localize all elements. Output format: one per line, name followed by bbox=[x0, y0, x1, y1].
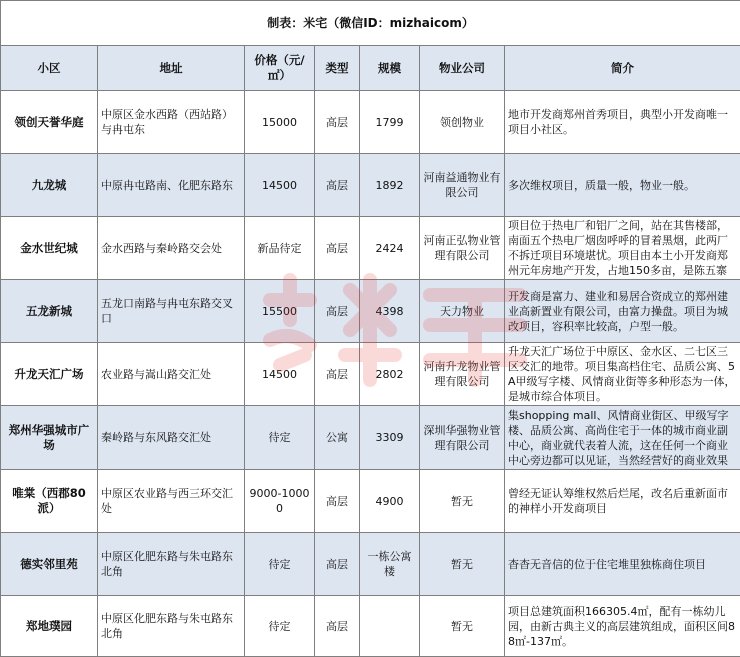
cell-price: 新品待定 bbox=[245, 217, 315, 280]
cell-name: 金水世纪城 bbox=[1, 217, 98, 280]
table-title: 制表：米宅（微信ID：mizhaicom） bbox=[1, 1, 740, 46]
cell-scale: 1892 bbox=[360, 154, 420, 217]
header-property: 物业公司 bbox=[420, 46, 505, 91]
cell-scale: 一栋公寓楼 bbox=[360, 533, 420, 596]
header-scale: 规模 bbox=[360, 46, 420, 91]
header-price: 价格（元/㎡） bbox=[245, 46, 315, 91]
table-row bbox=[1, 533, 740, 596]
cell-name: 德实邻里苑 bbox=[1, 533, 98, 596]
cell-intro: 项目位于热电厂和铝厂之间，站在其售楼部，南面五个热电厂烟囱呼呼的冒着黑烟，此两厂不拆迁项目环境堪忧。项目由本土小开发商郑州元年房地产开发，占地150多亩，是陈五寨 bbox=[505, 217, 740, 280]
cell-name: 九龙城 bbox=[1, 154, 98, 217]
table-row bbox=[1, 406, 740, 470]
cell-property: 河南升龙物业管理有限公司 bbox=[420, 343, 505, 406]
cell-type: 高层 bbox=[315, 470, 360, 533]
cell-price: 待定 bbox=[245, 533, 315, 596]
cell-property: 河南益通物业有限公司 bbox=[420, 154, 505, 217]
cell-intro: 地市开发商郑州首秀项目，典型小开发商唯一项目小社区。 bbox=[505, 91, 740, 154]
cell-price: 15500 bbox=[245, 280, 315, 343]
cell-address: 五龙口南路与冉屯东路交叉口 bbox=[98, 280, 245, 343]
cell-intro: 杳杳无音信的位于住宅堆里独栋商住项目 bbox=[505, 533, 740, 596]
cell-type: 高层 bbox=[315, 91, 360, 154]
cell-property: 暂无 bbox=[420, 596, 505, 657]
cell-price: 9000-10000 bbox=[245, 470, 315, 533]
cell-price: 14500 bbox=[245, 154, 315, 217]
table-row bbox=[1, 596, 740, 657]
cell-property: 暂无 bbox=[420, 533, 505, 596]
cell-intro: 集shopping mall、风情商业街区、甲级写字楼、品质公寓、高尚住宅于一体的城市商业副中心，商业就代表着人流，这在任何一个商业中心旁边都可以见证，当然经营好的商业效果 bbox=[505, 406, 740, 470]
cell-price: 待定 bbox=[245, 596, 315, 657]
cell-scale bbox=[360, 596, 420, 657]
cell-scale: 2802 bbox=[360, 343, 420, 406]
cell-address: 金水西路与秦岭路交会处 bbox=[98, 217, 245, 280]
cell-price: 待定 bbox=[245, 406, 315, 470]
table-row bbox=[1, 343, 740, 406]
cell-intro: 开发商是富力、建业和易居合资成立的郑州建业高新置业有限公司，由富力操盘。项目为城改项目，容积率比较高，户型一般。 bbox=[505, 280, 740, 343]
header-name: 小区 bbox=[1, 46, 98, 91]
cell-scale: 3309 bbox=[360, 406, 420, 470]
cell-type: 高层 bbox=[315, 596, 360, 657]
cell-name: 升龙天汇广场 bbox=[1, 343, 98, 406]
table-row bbox=[1, 217, 740, 280]
cell-price: 14500 bbox=[245, 343, 315, 406]
cell-intro: 曾经无证认筹维权然后烂尾，改名后重新面市的神样小开发商项目 bbox=[505, 470, 740, 533]
cell-type: 高层 bbox=[315, 533, 360, 596]
header-type: 类型 bbox=[315, 46, 360, 91]
cell-address: 中原区化肥东路与朱屯路东北角 bbox=[98, 596, 245, 657]
cell-scale: 4900 bbox=[360, 470, 420, 533]
table-row bbox=[1, 154, 740, 217]
cell-type: 高层 bbox=[315, 343, 360, 406]
cell-intro: 升龙天汇广场位于中原区、金水区、二七区三区交汇的地带。项目集高档住宅、品质公寓、5A甲级写字楼、风情商业街等多种形态为一体，是城市综合体项目。 bbox=[505, 343, 740, 406]
cell-name: 五龙新城 bbox=[1, 280, 98, 343]
cell-property: 河南正弘物业管理有限公司 bbox=[420, 217, 505, 280]
cell-intro: 多次维权项目，质量一般，物业一般。 bbox=[505, 154, 740, 217]
header-row bbox=[1, 46, 740, 91]
header-address: 地址 bbox=[98, 46, 245, 91]
cell-name: 郑州华强城市广场 bbox=[1, 406, 98, 470]
cell-property: 深圳华强物业管理有限公司 bbox=[420, 406, 505, 470]
cell-type: 高层 bbox=[315, 217, 360, 280]
title-row bbox=[1, 1, 740, 46]
table-row bbox=[1, 470, 740, 533]
cell-property: 领创物业 bbox=[420, 91, 505, 154]
cell-property: 天力物业 bbox=[420, 280, 505, 343]
table-row bbox=[1, 280, 740, 343]
cell-address: 中原区农业路与西三环交汇处 bbox=[98, 470, 245, 533]
cell-address: 中原冉屯路南、化肥东路东 bbox=[98, 154, 245, 217]
cell-type: 高层 bbox=[315, 280, 360, 343]
cell-name: 唯棠（西郡80派） bbox=[1, 470, 98, 533]
cell-scale: 1799 bbox=[360, 91, 420, 154]
table-row bbox=[1, 91, 740, 154]
cell-address: 农业路与嵩山路交汇处 bbox=[98, 343, 245, 406]
header-intro: 简介 bbox=[505, 46, 740, 91]
cell-address: 中原区化肥东路与朱屯路东北角 bbox=[98, 533, 245, 596]
cell-scale: 4398 bbox=[360, 280, 420, 343]
cell-type: 公寓 bbox=[315, 406, 360, 470]
cell-address: 中原区金水西路（西站路）与冉屯东 bbox=[98, 91, 245, 154]
cell-scale: 2424 bbox=[360, 217, 420, 280]
cell-intro: 项目总建筑面积166305.4㎡，配有一栋幼儿园，由新古典主义的高层建筑组成，面积区间88㎡-137㎡。 bbox=[505, 596, 740, 657]
cell-property: 暂无 bbox=[420, 470, 505, 533]
cell-price: 15000 bbox=[245, 91, 315, 154]
cell-name: 郑地璞园 bbox=[1, 596, 98, 657]
cell-address: 秦岭路与东风路交汇处 bbox=[98, 406, 245, 470]
cell-type: 高层 bbox=[315, 154, 360, 217]
cell-name: 领创天誉华庭 bbox=[1, 91, 98, 154]
